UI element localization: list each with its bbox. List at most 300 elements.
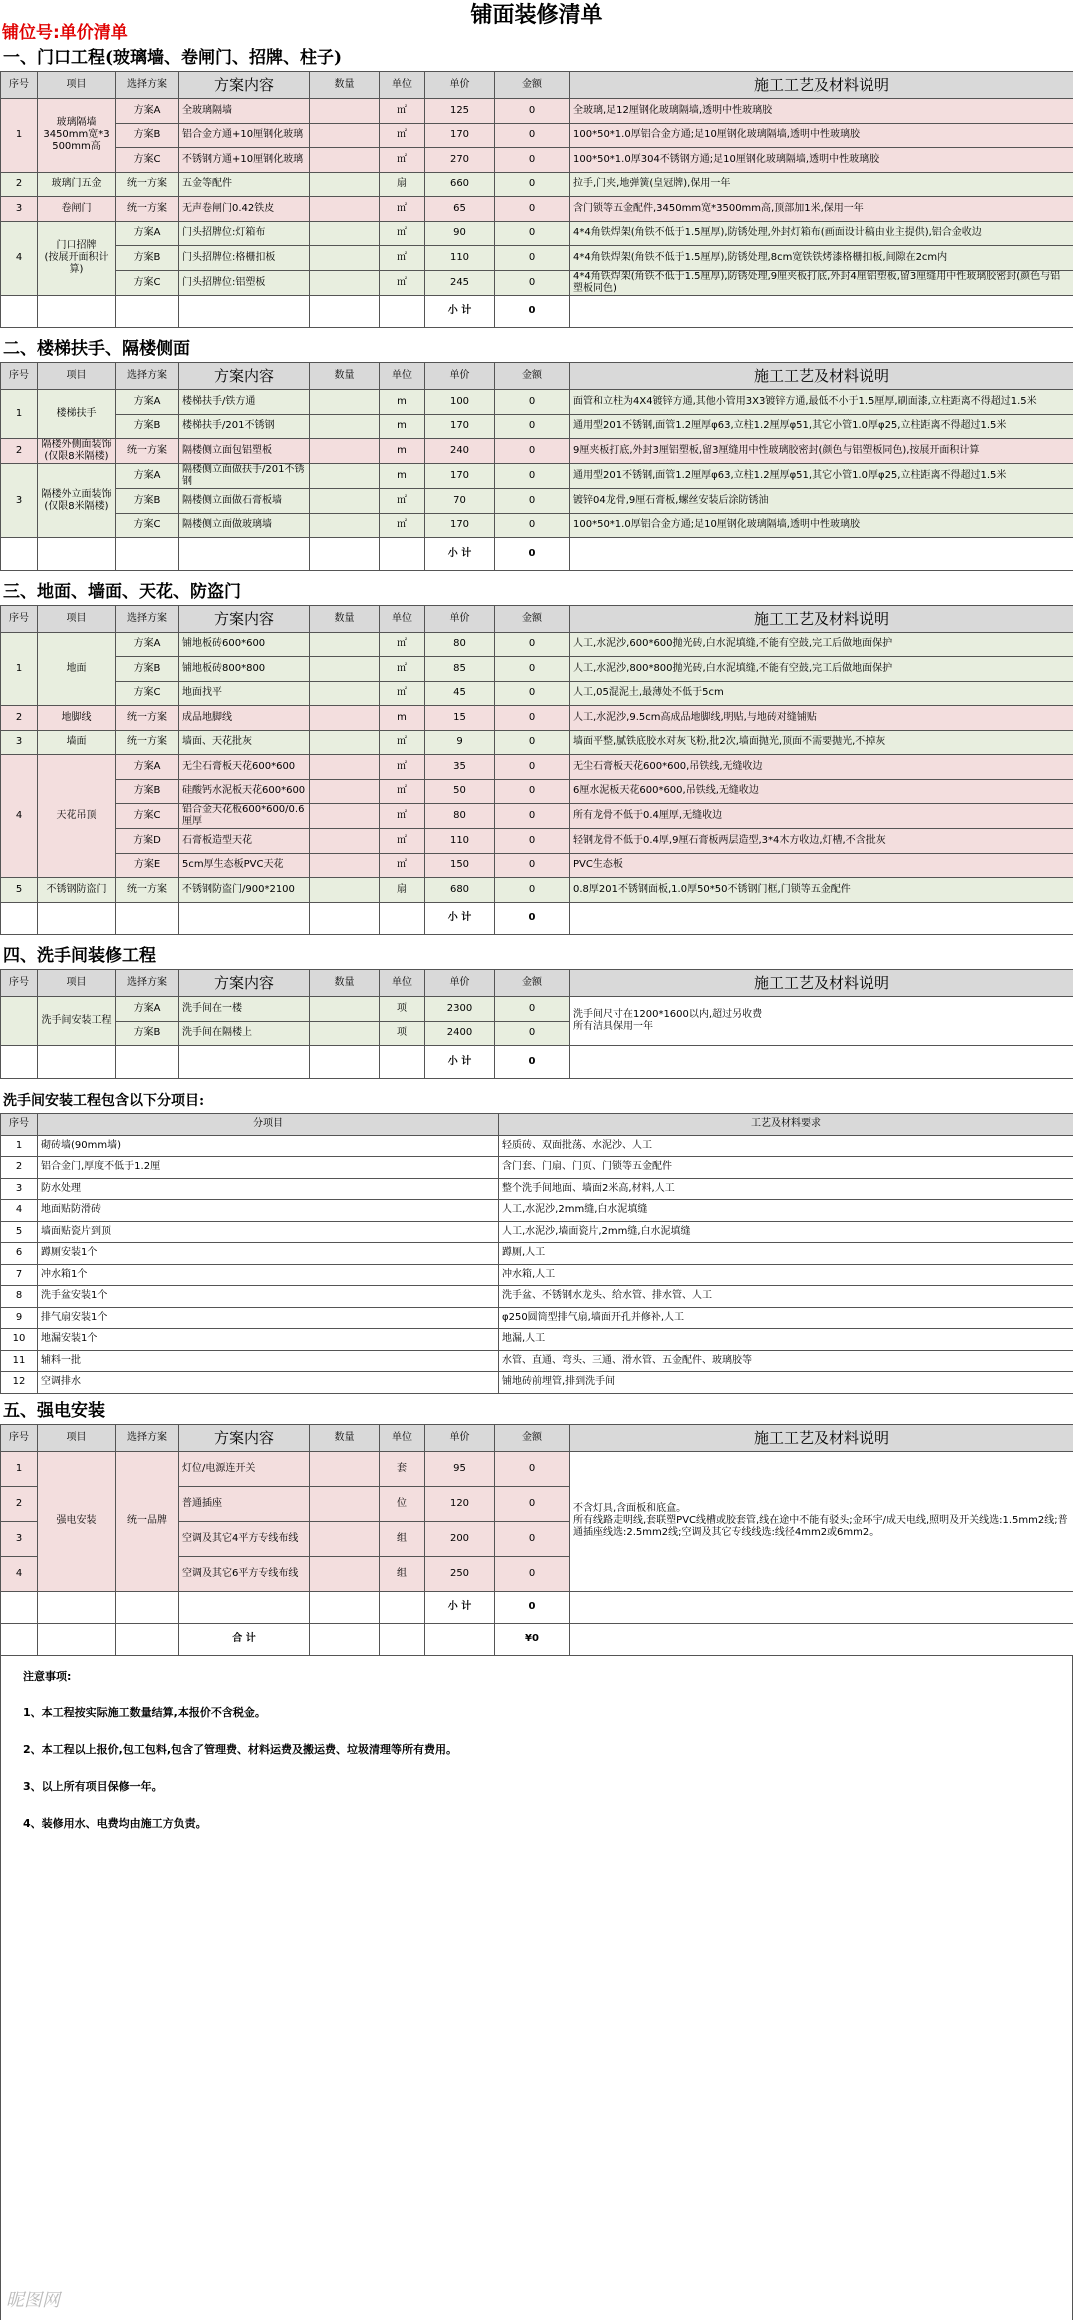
quantity-cell[interactable]: [310, 221, 380, 246]
subitem-name: 砌砖墙(90mm墙): [38, 1135, 499, 1157]
item-name: 天花吊顶: [38, 755, 116, 878]
column-header-desc: 施工工艺及材料说明: [570, 363, 1073, 390]
column-header-no: 序号: [1, 1424, 38, 1451]
unit: ㎡: [380, 681, 425, 706]
construction-desc: 4*4角铁焊架(角铁不低于1.5厘厚),防锈处理,8cm宽铁铁烤漆格栅扣板,间隙在2cm内: [570, 246, 1073, 271]
unit-price: 45: [425, 681, 495, 706]
amount: 0: [495, 1521, 570, 1556]
table-row: [1, 464, 1073, 489]
amount: 0: [495, 123, 570, 148]
plan-content: 门头招牌位:铝塑板: [179, 270, 310, 295]
row-number: 1: [1, 1135, 38, 1157]
unit: ㎡: [380, 657, 425, 682]
unit-price: 170: [425, 513, 495, 538]
table-row: [1, 779, 1073, 804]
header-row: [1, 1424, 1073, 1451]
construction-desc: 6厘水泥板天花600*600,吊铁线,无缝收边: [570, 779, 1073, 804]
subtotal-value: 0: [495, 1046, 570, 1079]
table-row: [1, 1372, 1073, 1394]
construction-desc: 人工,05混泥土,最薄处不低于5cm: [570, 681, 1073, 706]
plan-option: 方案C: [116, 270, 179, 295]
row-number: 3: [1, 730, 38, 755]
row-number: 4: [1, 1200, 38, 1222]
table-row: [1, 221, 1073, 246]
unit: ㎡: [380, 804, 425, 829]
row-number: 12: [1, 1372, 38, 1394]
column-header-subitem: 分项目: [38, 1113, 499, 1135]
table-row: [1, 997, 1073, 1022]
quantity-cell[interactable]: [310, 632, 380, 657]
item-name: 玻璃隔墙 3450mm宽*3500mm高: [38, 99, 116, 173]
table-row: [1, 1157, 1073, 1179]
row-number: 3: [1, 1521, 38, 1556]
plan-content: 空调及其它4平方专线布线: [179, 1521, 310, 1556]
table-row: [1, 172, 1073, 197]
table-row: [1, 1200, 1073, 1222]
quantity-cell[interactable]: [310, 489, 380, 514]
blank-cell: [116, 1591, 179, 1623]
plan-content: 门头招牌位:格栅扣板: [179, 246, 310, 271]
row-number: 9: [1, 1307, 38, 1329]
construction-desc: 镀锌04龙骨,9厘石膏板,螺丝安装后涂防锈油: [570, 489, 1073, 514]
quantity-cell[interactable]: [310, 414, 380, 439]
column-header-no: 序号: [1, 970, 38, 997]
table-row: [1, 414, 1073, 439]
unit: ㎡: [380, 513, 425, 538]
plan-option: 方案B: [116, 779, 179, 804]
amount: 0: [495, 706, 570, 731]
table-row: [1, 681, 1073, 706]
unit: m: [380, 414, 425, 439]
blank-cell: [380, 902, 425, 935]
unit-price: 50: [425, 779, 495, 804]
header-row: [1, 970, 1073, 997]
quantity-cell[interactable]: [310, 829, 380, 854]
row-number: 1: [1, 632, 38, 706]
column-header-unit: 单位: [380, 363, 425, 390]
blank-cell: [570, 538, 1073, 571]
table-row: [1, 1307, 1073, 1329]
column-header-unit: 单位: [380, 970, 425, 997]
plan-option: 统一方案: [116, 706, 179, 731]
header-row: [1, 1113, 1073, 1135]
plan-option: 方案C: [116, 148, 179, 173]
quantity-cell[interactable]: [310, 99, 380, 124]
plan-content: 墙面、天花批灰: [179, 730, 310, 755]
bath-subitems-title: 洗手间安装工程包含以下分项目:: [3, 1092, 205, 1109]
subitem-name: 排气扇安装1个: [38, 1307, 499, 1329]
unit: ㎡: [380, 99, 425, 124]
table-row: [1, 246, 1073, 271]
construction-desc: 人工,水泥沙,9.5cm高成品地脚线,明贴,与地砖对缝铺贴: [570, 706, 1073, 731]
unit-price: 90: [425, 221, 495, 246]
plan-content: 石膏板造型天花: [179, 829, 310, 854]
column-header-qty: 数量: [310, 970, 380, 997]
watermark: 昵图网: [6, 2290, 60, 2311]
section-table: [0, 605, 1073, 936]
unit: 套: [380, 1451, 425, 1486]
item-name: 强电安装: [38, 1451, 116, 1591]
subitem-name: 地漏安装1个: [38, 1329, 499, 1351]
plan-option: 方案A: [116, 464, 179, 489]
row-number: 4: [1, 221, 38, 295]
section-title: 一、门口工程(玻璃墙、卷闸门、招牌、柱子): [3, 48, 343, 68]
column-header-item: 项目: [38, 605, 116, 632]
shop-number-label: 铺位号:单价清单: [2, 23, 128, 43]
column-header-amount: 金额: [495, 1424, 570, 1451]
blank-cell: [1, 1046, 38, 1079]
subitem-requirement: 铺地砖前埋管,排到洗手间: [499, 1372, 1073, 1394]
row-number: 1: [1, 390, 38, 439]
blank-cell: [570, 902, 1073, 935]
header-row: [1, 363, 1073, 390]
quantity-cell[interactable]: [310, 1556, 380, 1591]
table-row: [1, 632, 1073, 657]
unit-price: 110: [425, 246, 495, 271]
item-name: 卷闸门: [38, 197, 116, 222]
row-number: 4: [1, 1556, 38, 1591]
amount: 0: [495, 681, 570, 706]
column-header-desc: 施工工艺及材料说明: [570, 605, 1073, 632]
construction-desc: 轻钢龙骨不低于0.4厚,9厘石膏板两层造型,3*4木方收边,灯槽,不含批灰: [570, 829, 1073, 854]
table-row: [1, 1329, 1073, 1351]
construction-desc: 4*4角铁焊架(角铁不低于1.5厘厚),防锈处理,外封灯箱布(画面设计稿由业主提供),铝合金收边: [570, 221, 1073, 246]
plan-content: 成品地脚线: [179, 706, 310, 731]
blank-cell: [38, 1591, 116, 1623]
quantity-cell[interactable]: [310, 439, 380, 464]
blank-cell: [380, 1591, 425, 1623]
subitem-name: 蹲厕安装1个: [38, 1243, 499, 1265]
amount: 0: [495, 439, 570, 464]
construction-desc: 通用型201不锈钢,面管1.2厘厚φ63,立柱1.2厘厚φ51,其它小管1.0厚φ25,立柱距离不得超过1.5米: [570, 464, 1073, 489]
column-header-unit: 单位: [380, 605, 425, 632]
column-header-item: 项目: [38, 970, 116, 997]
blank-cell: [380, 538, 425, 571]
blank-cell: [380, 295, 425, 328]
column-header-amount: 金额: [495, 72, 570, 99]
blank-cell: [38, 295, 116, 328]
plan-content: 不锈钢防盗门/900*2100: [179, 878, 310, 903]
plan-content: 无尘石膏板天花600*600: [179, 755, 310, 780]
quantity-cell[interactable]: [310, 1521, 380, 1556]
quantity-cell[interactable]: [310, 123, 380, 148]
unit-price: 170: [425, 414, 495, 439]
row-number: 2: [1, 1486, 38, 1521]
column-header-no: 序号: [1, 72, 38, 99]
unit-price: 110: [425, 829, 495, 854]
table-row: [1, 804, 1073, 829]
power-table: [0, 1424, 1073, 1656]
section-title: 五、强电安装: [3, 1400, 105, 1421]
subtotal-row: [1, 902, 1073, 935]
quantity-cell[interactable]: [310, 657, 380, 682]
table-row: [1, 1286, 1073, 1308]
unit: 组: [380, 1521, 425, 1556]
row-number: 2: [1, 439, 38, 464]
quantity-cell[interactable]: [310, 997, 380, 1022]
construction-desc: 通用型201不锈钢,面管1.2厘厚φ63,立柱1.2厘厚φ51,其它小管1.0厚φ25,立柱距离不得超过1.5米: [570, 414, 1073, 439]
column-header-price: 单价: [425, 72, 495, 99]
quantity-cell[interactable]: [310, 148, 380, 173]
subitem-requirement: 地漏,人工: [499, 1329, 1073, 1351]
construction-desc: 100*50*1.0厚铝合金方通;足10厘钢化玻璃隔墙,透明中性玻璃胶: [570, 513, 1073, 538]
plan-option: 方案A: [116, 99, 179, 124]
plan-content: 无声卷闸门0.42铁皮: [179, 197, 310, 222]
column-header-content: 方案内容: [179, 363, 310, 390]
construction-desc: 所有龙骨不低于0.4厘厚,无缝收边: [570, 804, 1073, 829]
amount: 0: [495, 657, 570, 682]
unit: ㎡: [380, 755, 425, 780]
unit-price: 200: [425, 1521, 495, 1556]
unit: ㎡: [380, 632, 425, 657]
table-row: [1, 489, 1073, 514]
quantity-cell[interactable]: [310, 878, 380, 903]
plan-content: 洗手间在一楼: [179, 997, 310, 1022]
blank-cell: [1, 902, 38, 935]
subtotal-row: [1, 538, 1073, 571]
blank-cell: [310, 902, 380, 935]
amount: 0: [495, 464, 570, 489]
unit: ㎡: [380, 148, 425, 173]
plan-option: 统一品牌: [116, 1451, 179, 1591]
construction-desc: 面管和立柱为4X4镀锌方通,其他小管用3X3镀锌方通,最低不小于1.5厘厚,刷面漆,立柱距离不得超过1.5米: [570, 390, 1073, 415]
grand-total-value: ¥0: [495, 1623, 570, 1655]
amount: 0: [495, 489, 570, 514]
row-number: 3: [1, 197, 38, 222]
plan-option: 方案B: [116, 246, 179, 271]
unit-price: 150: [425, 853, 495, 878]
blank-cell: [38, 1046, 116, 1079]
column-header-desc: 施工工艺及材料说明: [570, 970, 1073, 997]
quantity-cell[interactable]: [310, 1451, 380, 1486]
amount: 0: [495, 197, 570, 222]
item-name: 楼梯扶手: [38, 390, 116, 439]
column-header-amount: 金额: [495, 970, 570, 997]
row-number: 2: [1, 1157, 38, 1179]
plan-content: 洗手间在隔楼上: [179, 1021, 310, 1046]
unit: 扇: [380, 878, 425, 903]
blank-cell: [116, 295, 179, 328]
plan-option: 方案C: [116, 804, 179, 829]
blank-cell: [179, 902, 310, 935]
amount: 0: [495, 878, 570, 903]
row-number: 8: [1, 1286, 38, 1308]
unit-price: 2300: [425, 997, 495, 1022]
plan-content: 空调及其它6平方专线布线: [179, 1556, 310, 1591]
unit: ㎡: [380, 829, 425, 854]
quantity-cell[interactable]: [310, 779, 380, 804]
amount: 0: [495, 513, 570, 538]
plan-option: 统一方案: [116, 439, 179, 464]
quantity-cell[interactable]: [310, 172, 380, 197]
construction-desc: 人工,水泥沙,800*800抛光砖,白水泥填缝,不能有空鼓,完工后做地面保护: [570, 657, 1073, 682]
column-header-qty: 数量: [310, 1424, 380, 1451]
table-row: [1, 148, 1073, 173]
quantity-cell[interactable]: [310, 804, 380, 829]
column-header-no: 序号: [1, 1113, 38, 1135]
plan-option: 方案B: [116, 657, 179, 682]
plan-content: 铝合金方通+10厘钢化玻璃: [179, 123, 310, 148]
row-number: 5: [1, 1221, 38, 1243]
item-name: 玻璃门五金: [38, 172, 116, 197]
amount: 0: [495, 246, 570, 271]
item-name: 不锈钢防盗门: [38, 878, 116, 903]
construction-desc: 100*50*1.0厚铝合金方通;足10厘钢化玻璃隔墙,透明中性玻璃胶: [570, 123, 1073, 148]
plan-option: 方案A: [116, 997, 179, 1022]
plan-content: 灯位/电源连开关: [179, 1451, 310, 1486]
unit: m: [380, 706, 425, 731]
column-header-price: 单价: [425, 1424, 495, 1451]
quantity-cell[interactable]: [310, 246, 380, 271]
column-header-amount: 金额: [495, 605, 570, 632]
section-table: [0, 969, 1073, 1079]
plan-option: 方案E: [116, 853, 179, 878]
item-name: 门口招牌 (按展开面积计算): [38, 221, 116, 295]
column-header-qty: 数量: [310, 72, 380, 99]
table-row: [1, 197, 1073, 222]
quantity-cell[interactable]: [310, 1486, 380, 1521]
subitem-requirement: 人工,水泥沙,墙面瓷片,2mm缝,白水泥填缝: [499, 1221, 1073, 1243]
subitem-name: 防水处理: [38, 1178, 499, 1200]
subitem-requirement: 人工,水泥沙,2mm缝,白水泥填缝: [499, 1200, 1073, 1222]
blank-cell: [570, 1046, 1073, 1079]
blank-cell: [179, 1591, 310, 1623]
amount: 0: [495, 1556, 570, 1591]
unit: ㎡: [380, 197, 425, 222]
table-row: [1, 755, 1073, 780]
row-number: 11: [1, 1350, 38, 1372]
subitem-requirement: φ250圆筒型排气扇,墙面开孔并修补,人工: [499, 1307, 1073, 1329]
subitem-name: 洗手盆安装1个: [38, 1286, 499, 1308]
blank-cell: [38, 538, 116, 571]
plan-content: 隔楼侧立面做扶手/201不锈钢: [179, 464, 310, 489]
notes-block: [0, 1656, 1073, 2320]
amount: 0: [495, 1451, 570, 1486]
row-number: [1, 997, 38, 1046]
blank-cell: [179, 538, 310, 571]
blank-cell: [116, 1046, 179, 1079]
quantity-cell[interactable]: [310, 1021, 380, 1046]
quantity-cell[interactable]: [310, 197, 380, 222]
unit: ㎡: [380, 246, 425, 271]
unit-price: 120: [425, 1486, 495, 1521]
plan-content: 地面找平: [179, 681, 310, 706]
quantity-cell[interactable]: [310, 853, 380, 878]
column-header-plan: 选择方案: [116, 1424, 179, 1451]
construction-desc: 拉手,门夹,地弹簧(皇冠牌),保用一年: [570, 172, 1073, 197]
quantity-cell[interactable]: [310, 730, 380, 755]
unit-price: 680: [425, 878, 495, 903]
item-name: 隔楼外侧面装饰 (仅限8米隔楼): [38, 439, 116, 464]
quantity-cell[interactable]: [310, 755, 380, 780]
column-header-no: 序号: [1, 605, 38, 632]
page-title: 铺面装修清单: [470, 2, 603, 28]
plan-option: 方案A: [116, 390, 179, 415]
plan-option: 方案B: [116, 1021, 179, 1046]
header-row: [1, 72, 1073, 99]
column-header-requirement: 工艺及材料要求: [499, 1113, 1073, 1135]
plan-option: 方案A: [116, 221, 179, 246]
blank-cell: [1, 1591, 38, 1623]
table-row: [1, 439, 1073, 464]
quantity-cell[interactable]: [310, 390, 380, 415]
subitem-name: 墙面贴瓷片到顶: [38, 1221, 499, 1243]
row-number: 7: [1, 1264, 38, 1286]
subtotal-row: [1, 1046, 1073, 1079]
quantity-cell[interactable]: [310, 706, 380, 731]
row-number: 3: [1, 464, 38, 538]
unit-price: 660: [425, 172, 495, 197]
section-table: [0, 362, 1073, 571]
plan-content: 铝合金天花板600*600/0.6厘厚: [179, 804, 310, 829]
plan-option: 方案B: [116, 123, 179, 148]
unit-price: 2400: [425, 1021, 495, 1046]
quantity-cell[interactable]: [310, 681, 380, 706]
subtotal-value: 0: [495, 295, 570, 328]
subitem-requirement: 含门套、门扇、门页、门锁等五金配件: [499, 1157, 1073, 1179]
amount: 0: [495, 829, 570, 854]
table-row: [1, 513, 1073, 538]
subitem-name: 空调排水: [38, 1372, 499, 1394]
construction-desc: PVC生态板: [570, 853, 1073, 878]
quantity-cell[interactable]: [310, 513, 380, 538]
blank-cell: [179, 1046, 310, 1079]
subtotal-row: [1, 295, 1073, 328]
table-row: [1, 657, 1073, 682]
column-header-plan: 选择方案: [116, 970, 179, 997]
subtotal-label: 小 计: [425, 295, 495, 328]
plan-content: 铺地板砖800*800: [179, 657, 310, 682]
unit: ㎡: [380, 270, 425, 295]
blank-cell: [38, 1623, 116, 1655]
amount: 0: [495, 1486, 570, 1521]
column-header-content: 方案内容: [179, 72, 310, 99]
blank-cell: [1, 295, 38, 328]
plan-option: 方案B: [116, 414, 179, 439]
table-row: [1, 1135, 1073, 1157]
construction-desc: 全玻璃,足12厘钢化玻璃隔墙,透明中性玻璃胶: [570, 99, 1073, 124]
table-row: [1, 730, 1073, 755]
plan-content: 隔楼侧立面做玻璃墙: [179, 513, 310, 538]
plan-content: 门头招牌位:灯箱布: [179, 221, 310, 246]
grand-total-label: 合 计: [179, 1623, 310, 1655]
blank-cell: [380, 1623, 425, 1655]
plan-option: 统一方案: [116, 878, 179, 903]
plan-option: 方案A: [116, 632, 179, 657]
column-header-desc: 施工工艺及材料说明: [570, 1424, 1073, 1451]
note-item: 4、装修用水、电费均由施工方负责。: [23, 1816, 207, 1830]
quantity-cell[interactable]: [310, 464, 380, 489]
quantity-cell[interactable]: [310, 270, 380, 295]
table-row: [1, 878, 1073, 903]
subtotal-label: 小 计: [425, 538, 495, 571]
amount: 0: [495, 853, 570, 878]
construction-desc: 0.8厚201不锈钢面板,1.0厚50*50不锈钢门框,门锁等五金配件: [570, 878, 1073, 903]
column-header-qty: 数量: [310, 605, 380, 632]
plan-option: 方案C: [116, 681, 179, 706]
item-name: 地脚线: [38, 706, 116, 731]
unit: ㎡: [380, 221, 425, 246]
column-header-price: 单价: [425, 363, 495, 390]
subitem-name: 铝合金门,厚度不低于1.2厘: [38, 1157, 499, 1179]
table-row: [1, 1178, 1073, 1200]
plan-option: 方案D: [116, 829, 179, 854]
blank-cell: [310, 1623, 380, 1655]
unit: m: [380, 464, 425, 489]
column-header-content: 方案内容: [179, 605, 310, 632]
unit: ㎡: [380, 779, 425, 804]
construction-desc: 含门锁等五金配件,3450mm宽*3500mm高,顶部加1米,保用一年: [570, 197, 1073, 222]
